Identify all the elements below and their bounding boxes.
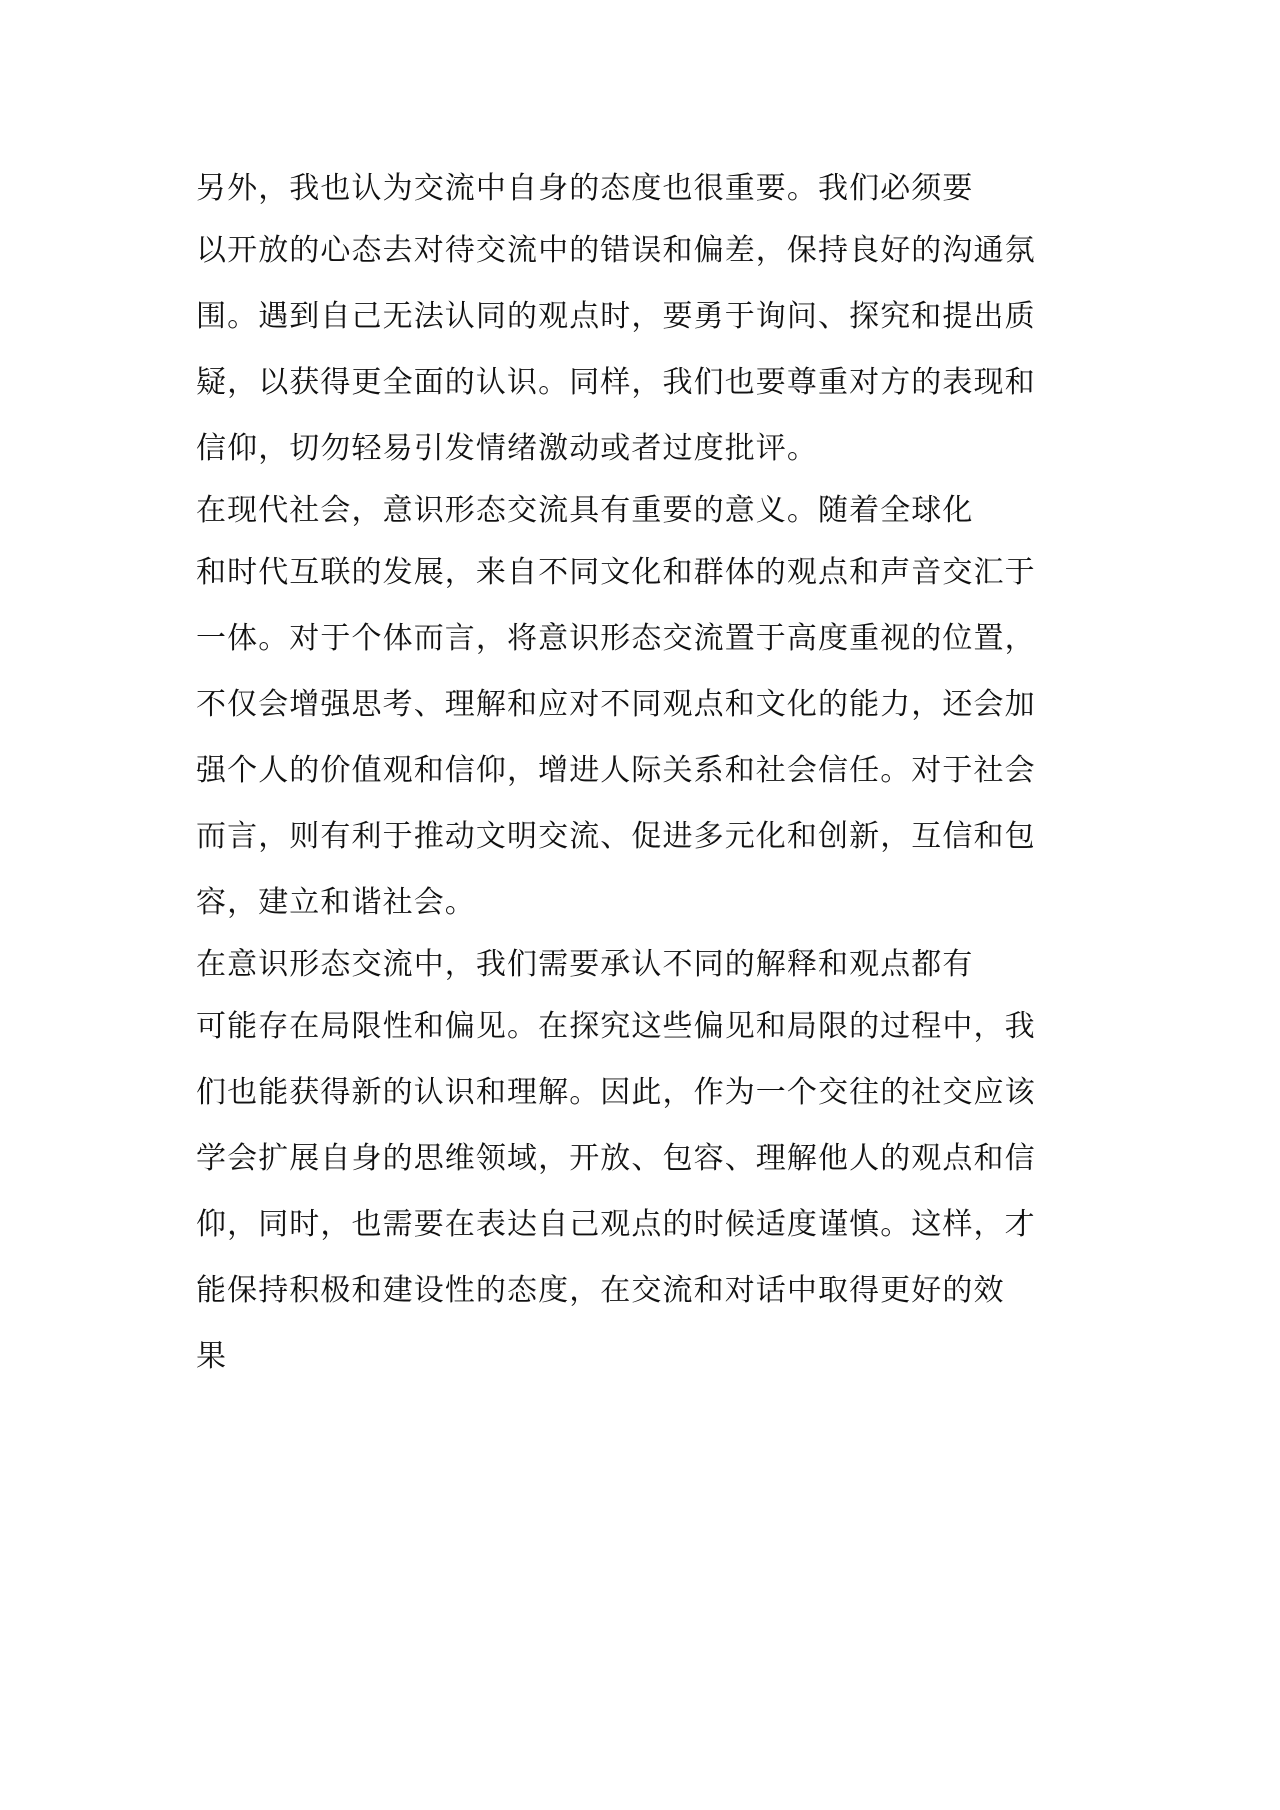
- text-line: 们也能获得新的认识和理解。因此，作为一个交往的社交应该: [196, 1075, 1036, 1110]
- paragraph-3: [196, 936, 1036, 1390]
- text-line: 学会扩展自身的思维领域，开放、包容、理解他人的观点和信: [196, 1141, 1036, 1176]
- paragraph-1: [196, 160, 1036, 482]
- text-line: 强个人的价值观和信仰，增进人际关系和社会信任。对于社会: [196, 753, 1036, 788]
- text-line: 一体。对于个体而言，将意识形态交流置于高度重视的位置，: [196, 621, 1036, 656]
- text-line: 围。遇到自己无法认同的观点时，要勇于询问、探究和提出质: [196, 299, 1036, 334]
- paragraph-2: [196, 482, 1036, 936]
- text-line: 仰，同时，也需要在表达自己观点的时候适度谨慎。这样，才: [196, 1207, 1036, 1242]
- text-line: 以开放的心态去对待交流中的错误和偏差，保持良好的沟通氛: [196, 233, 1036, 268]
- text-line: 而言，则有利于推动文明交流、促进多元化和创新，互信和包: [196, 819, 1036, 854]
- text-line: 可能存在局限性和偏见。在探究这些偏见和局限的过程中，我: [196, 1009, 1036, 1044]
- document-body: [196, 160, 1036, 1390]
- text-line: 果: [196, 1339, 228, 1374]
- text-line: 和时代互联的发展，来自不同文化和群体的观点和声音交汇于: [196, 555, 1036, 590]
- text-line: 另外，我也认为交流中自身的态度也很重要。我们必须要: [196, 171, 974, 206]
- text-line: 疑，以获得更全面的认识。同样，我们也要尊重对方的表现和: [196, 365, 1036, 400]
- text-line: 在现代社会，意识形态交流具有重要的意义。随着全球化: [196, 493, 974, 528]
- text-line: 容，建立和谐社会。: [196, 885, 476, 920]
- text-line: 在意识形态交流中，我们需要承认不同的解释和观点都有: [196, 947, 974, 982]
- text-line: 信仰，切勿轻易引发情绪激动或者过度批评。: [196, 431, 818, 466]
- text-line: 不仅会增强思考、理解和应对不同观点和文化的能力，还会加: [196, 687, 1036, 722]
- text-line: 能保持积极和建设性的态度，在交流和对话中取得更好的效: [196, 1273, 1005, 1308]
